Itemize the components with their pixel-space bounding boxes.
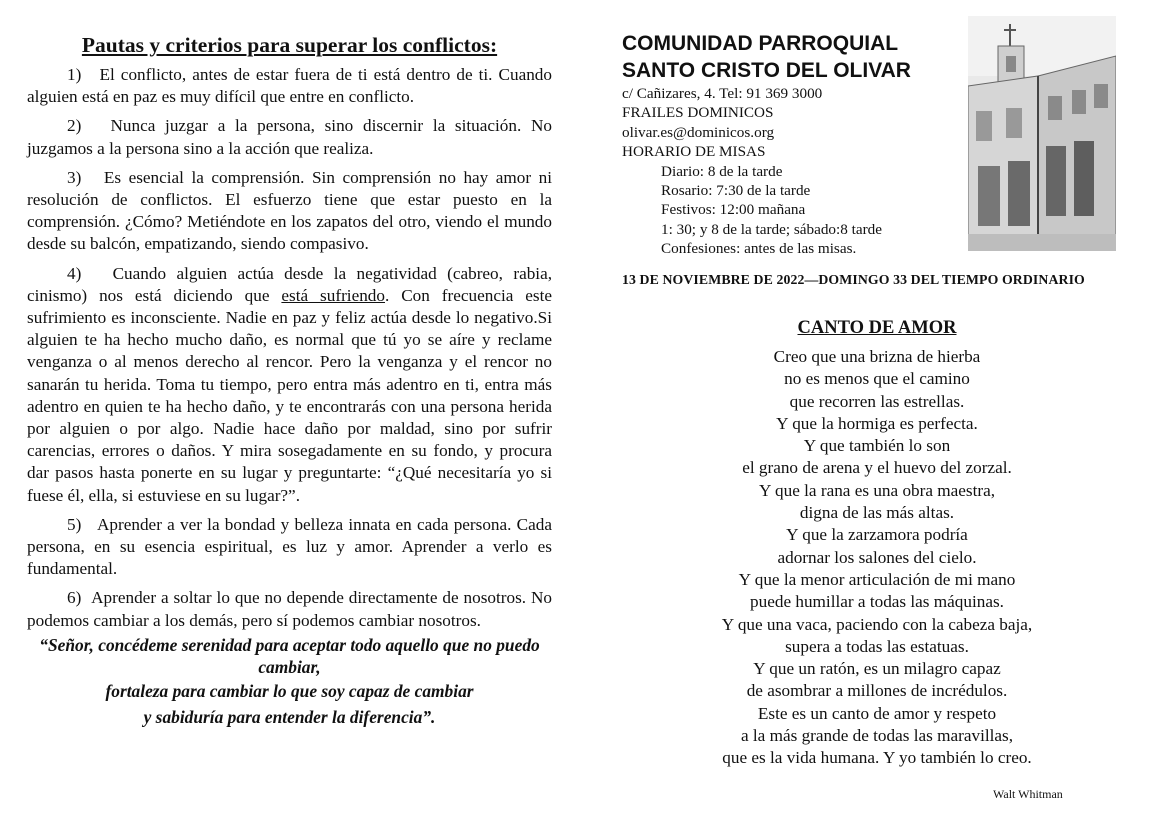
- poem-line: Y que una vaca, paciendo con la cabeza baja,: [721, 614, 1033, 634]
- prayer-line: y sabiduría para entender la diferencia”.: [143, 706, 436, 727]
- item-text: Nunca juzgar a la persona, sino discernir la situación. No juzgamos a la persona sino a la acción que realiza.: [27, 116, 553, 158]
- poem-line: digna de las más altas.: [799, 503, 955, 523]
- item-text: . Con frecuencia este sufrimiento es inconsciente. Nadie en paz y feliz actúa desde lo negativo.Si alguien te ha hecho mucho daño, es normal que tú yo se aíre y reclame venganza o al menos derecho al rencor. Pero la venganza y el rencor no sanarán tu herida. Toma tu tiempo, pero entra más adentro en ti, entra más adentro en quien te ha hecho daño, y te encontrarás con una persona herida por alguien o por algo. Nadie hace daño por maldad, sino por sufrir carencias, errores o daños. Y mira sosegadamente en su fondo, y procura dar pasos hasta ponerte en su lugar y preguntarte: “¿Qué necesitaría yo si fuese él, ella, si estuviese en su lugar?”.: [27, 285, 552, 505]
- poem-line: Y que la rana es una obra maestra,: [758, 480, 996, 500]
- poem-line: puede humillar a todas las máquinas.: [750, 592, 1004, 612]
- page-title: Pautas y criterios para superar los conflictos:: [81, 33, 498, 57]
- prayer-line: “Señor, concédeme serenidad para aceptar todo aquello que no puedo cambiar,: [39, 634, 540, 677]
- date-line: 13 DE NOVIEMBRE DE 2022—DOMINGO 33 DEL TIEMPO ORDINARIO: [622, 272, 1085, 287]
- item-number: 4): [67, 263, 82, 283]
- schedule-item: Confesiones: antes de las misas.: [661, 240, 857, 258]
- list-item: [27, 587, 552, 631]
- poem-line: Y que un ratón, es un milagro capaz: [753, 659, 1001, 679]
- poem-line: el grano de arena y el huevo del zorzal.: [742, 458, 1012, 478]
- poem-line: adornar los salones del cielo.: [777, 547, 977, 567]
- schedule-item: Diario: 8 de la tarde: [661, 162, 783, 180]
- item-number: 1): [67, 65, 82, 84]
- item-number: 6): [67, 588, 82, 608]
- prayer: [27, 634, 552, 730]
- poem-author: Walt Whitman: [993, 787, 1063, 801]
- poem-line: Este es un canto de amor y respeto: [757, 703, 997, 723]
- underlined-phrase: está sufriendo: [281, 285, 385, 305]
- org-name-line1: COMUNIDAD PARROQUIAL: [622, 32, 899, 55]
- poem-line: que es la vida humana. Y yo también lo creo.: [722, 748, 1032, 768]
- item-number: 3): [67, 167, 82, 187]
- item-text: Cuando alguien actúa desde la negatividad (cabreo, rabia, cinismo) nos está diciendo que: [27, 263, 553, 305]
- poem-line: a la más grande de todas las maravillas,: [740, 726, 1014, 746]
- prayer-line: fortaleza para cambiar lo que soy capaz de cambiar: [105, 680, 474, 701]
- item-text: Aprender a soltar lo que no depende directamente de nosotros. No podemos cambiar a los demás, pero sí podemos cambiar nosotros.: [27, 588, 553, 630]
- poem-line: supera a todas las estatuas.: [785, 636, 969, 656]
- schedule-item: 1: 30; y 8 de la tarde; sábado:8 tarde: [661, 220, 882, 238]
- poem-line: que recorren las estrellas.: [789, 391, 965, 411]
- schedule-item: Festivos: 12:00 mañana: [661, 201, 806, 219]
- poem-line: no es menos que el camino: [784, 369, 970, 389]
- item-number: 5): [67, 514, 82, 534]
- list-item: [27, 64, 552, 108]
- schedule-item: Rosario: 7:30 de la tarde: [661, 182, 811, 200]
- frailes-heading: FRAILES DOMINICOS: [622, 104, 774, 122]
- church-image: [968, 16, 1116, 251]
- address: c/ Cañizares, 4. Tel: 91 369 3000: [622, 85, 823, 102]
- list-item: [27, 115, 552, 159]
- item-text: Aprender a ver la bondad y belleza innata en cada persona. Cada persona, en su esencia espiritual, es luz y amor. Aprender a verlo es fundamental.: [27, 514, 552, 579]
- list-item: [27, 263, 552, 507]
- left-column: [27, 30, 552, 730]
- poem-title: CANTO DE AMOR: [797, 318, 957, 338]
- poem-line: Y que la menor articulación de mi mano: [738, 569, 1016, 589]
- item-text: Es esencial la comprensión. Sin comprensión no hay amor ni resolución de conflictos. El esfuerzo tiene que estar puesto en la comprensión. ¿Cómo? Metiéndote en los zapatos del otro, viendo el mundo desde su balcón, empatizando, siendo compasivo.: [27, 167, 552, 254]
- poem-line: Creo que una brizna de hierba: [773, 347, 981, 366]
- item-number: 2): [67, 116, 82, 136]
- poem-line: de asombrar a millones de incrédulos.: [746, 681, 1008, 701]
- poem-line: Y que también lo son: [803, 436, 951, 456]
- email: olivar.es@dominicos.org: [622, 123, 775, 141]
- list-item: [27, 514, 552, 581]
- list-item: [27, 167, 552, 256]
- poem-line: Y que la zarzamora podría: [786, 525, 968, 545]
- org-name-line2: SANTO CRISTO DEL OLIVAR: [622, 59, 911, 82]
- item-text: El conflicto, antes de estar fuera de ti está dentro de ti. Cuando alguien está en paz es muy difícil que entre en conflicto.: [27, 65, 552, 107]
- poem-line: Y que la hormiga es perfecta.: [776, 413, 978, 433]
- poem: [622, 346, 1132, 770]
- schedule-heading: HORARIO DE MISAS: [622, 143, 766, 161]
